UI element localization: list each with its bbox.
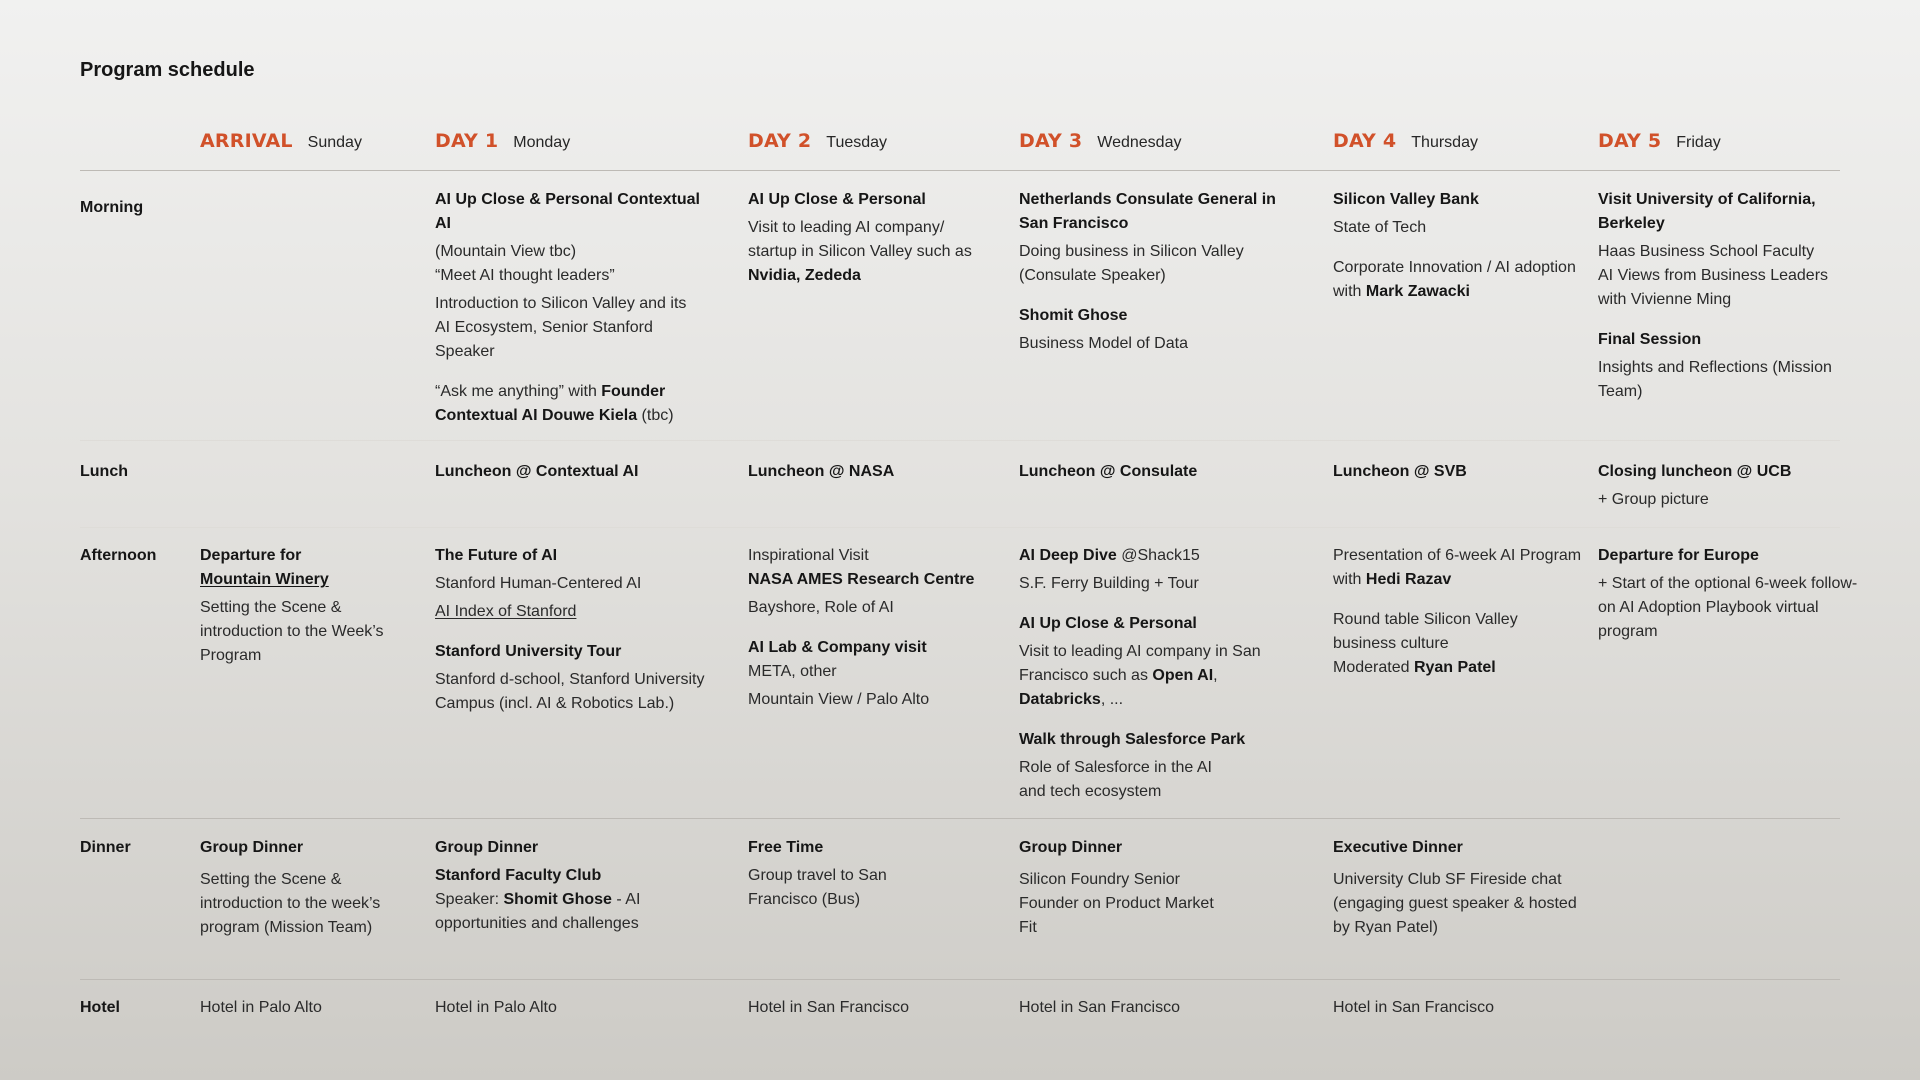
session-description: Haas Business School Faculty [1598, 243, 1815, 260]
day-label: DAY 5 [1598, 130, 1662, 152]
morning-divider [80, 440, 1840, 441]
lunch-day2-cell [748, 460, 988, 488]
day-weekday: Wednesday [1097, 134, 1182, 151]
lunch-title: Luncheon @ NASA [748, 463, 895, 480]
lunch-title: Luncheon @ SVB [1333, 463, 1467, 480]
dinner-day2-cell [748, 836, 988, 916]
session-title: Departure for Europe [1598, 547, 1759, 564]
dinner-title: Free Time [748, 839, 824, 856]
dinner-title: Executive Dinner [1333, 839, 1463, 856]
dinner-description: University Club SF Fireside chat (engaging guest speaker & hosted by Ryan Patel) [1333, 871, 1577, 936]
session-title: AI Up Close & Personal Contextual AI [435, 191, 700, 232]
hotel-day1-cell: Hotel in Palo Alto [435, 999, 557, 1016]
session-description: Visit to leading AI company in San Francisco such as [1019, 643, 1261, 684]
speaker-prefix: Speaker: [435, 891, 504, 908]
walk-title: Walk through Salesforce Park [1019, 731, 1246, 748]
lunch-day5-cell [1598, 460, 1860, 516]
day-header-day2 [748, 130, 887, 152]
row-label-afternoon: Afternoon [80, 547, 157, 564]
day-weekday: Friday [1676, 134, 1721, 151]
row-label-lunch: Lunch [80, 463, 128, 480]
lunch-divider [80, 527, 1840, 528]
presenter-name: Hedi Razav [1365, 571, 1452, 588]
final-session-title: Final Session [1598, 331, 1702, 348]
day-header-row [0, 130, 1920, 158]
afternoon-day4-cell [1333, 544, 1583, 684]
session-quote: “Meet AI thought leaders” [435, 267, 615, 284]
deep-dive-title: AI Deep Dive [1019, 547, 1117, 564]
session-title: The Future of AI [435, 547, 558, 564]
session-location: (Mountain View tbc) [435, 243, 577, 260]
afternoon-day5-cell [1598, 544, 1860, 648]
company-separator: , [1213, 667, 1218, 684]
day-weekday: Sunday [307, 134, 362, 151]
speaker-topic: - AI opportunities and challenges [435, 891, 641, 932]
moderator-name: Ryan Patel [1413, 659, 1496, 676]
company-openai: Open AI [1152, 667, 1214, 684]
day-label: ARRIVAL [200, 130, 293, 152]
day-label: DAY 3 [1019, 130, 1083, 152]
session-intro: Inspirational Visit [748, 547, 869, 564]
day-weekday: Thursday [1411, 134, 1478, 151]
dinner-title: Group Dinner [435, 839, 539, 856]
hotel-day4-cell: Hotel in San Francisco [1333, 999, 1494, 1016]
company-ellipsis: , ... [1100, 691, 1124, 708]
session-title: NASA AMES Research Centre [748, 571, 975, 588]
day-header-day3 [1019, 130, 1181, 152]
lunch-title: Luncheon @ Consulate [1019, 463, 1198, 480]
speaker-name: Shomit Ghose [1019, 307, 1128, 324]
dinner-venue: Stanford Faculty Club [435, 867, 602, 884]
session-title: Netherlands Consulate General in San Francisco [1019, 191, 1276, 232]
session-description-2: AI Views from Business Leaders with Vivienne Ming [1598, 267, 1829, 308]
row-label-dinner: Dinner [80, 839, 131, 856]
ama-speaker: Founder Contextual AI Douwe Kiela [435, 383, 666, 424]
session-title: AI Up Close & Personal [1019, 615, 1197, 632]
deep-dive-description: S.F. Ferry Building + Tour [1019, 575, 1199, 592]
dinner-title: Group Dinner [1019, 839, 1123, 856]
dinner-day4-cell [1333, 836, 1583, 944]
row-label-morning: Morning [80, 199, 144, 216]
afternoon-divider [80, 818, 1840, 819]
dinner-description: Silicon Foundry Senior Founder on Product Market Fit [1019, 871, 1214, 936]
presentation-description: Presentation of 6-week AI Program with [1333, 547, 1582, 588]
session-description: Visit to leading AI company/ startup in Silicon Valley such as [748, 219, 972, 260]
lunch-day3-cell [1019, 460, 1294, 488]
day-label: DAY 4 [1333, 130, 1397, 152]
hotel-day3-cell: Hotel in San Francisco [1019, 999, 1180, 1016]
company-databricks: Databricks [1019, 691, 1101, 708]
dinner-day3-cell [1019, 836, 1294, 944]
day-label: DAY 1 [435, 130, 499, 152]
deep-dive-venue: @Shack15 [1116, 547, 1200, 564]
lunch-note: + Group picture [1598, 491, 1709, 508]
afternoon-day3-cell [1019, 544, 1294, 808]
session-subtitle: State of Tech [1333, 219, 1427, 236]
ai-index-link[interactable]: AI Index of Stanford [435, 603, 577, 620]
session-description: + Start of the optional 6-week follow-on AI Adoption Playbook virtual program [1598, 575, 1858, 640]
session-description: Bayshore, Role of AI [748, 599, 894, 616]
morning-day2-cell [748, 188, 988, 292]
afternoon-arrival-cell [200, 544, 400, 672]
dinner-description: Setting the Scene & introduction to the week’s program (Mission Team) [200, 871, 381, 936]
session-title: AI Up Close & Personal [748, 191, 926, 208]
afternoon-day1-cell [435, 544, 705, 720]
day-header-arrival [200, 130, 362, 152]
ama-suffix: (tbc) [637, 407, 674, 424]
session-description: Setting the Scene & introduction to the Week’s Program [200, 599, 384, 664]
day-weekday: Monday [513, 134, 571, 151]
session-topic: Business Model of Data [1019, 335, 1188, 352]
session-description: Corporate Innovation / AI adoption with [1333, 259, 1576, 300]
morning-day3-cell [1019, 188, 1294, 360]
day-weekday: Tuesday [826, 134, 888, 151]
morning-day1-cell [435, 188, 705, 432]
session-description: Doing business in Silicon Valley (Consulate Speaker) [1019, 243, 1244, 284]
lunch-day1-cell [435, 460, 705, 488]
moderated-prefix: Moderated [1333, 659, 1414, 676]
day-header-day5 [1598, 130, 1721, 152]
session-title: Silicon Valley Bank [1333, 191, 1479, 208]
session-companies: Nvidia, Zededa [748, 267, 861, 284]
final-session-description: Insights and Reflections (Mission Team) [1598, 359, 1832, 400]
day-header-day1 [435, 130, 570, 152]
lab-visit-location: Mountain View / Palo Alto [748, 691, 930, 708]
round-table-description: Round table Silicon Valley business culture [1333, 611, 1518, 652]
tour-title: Stanford University Tour [435, 643, 622, 660]
dinner-divider [80, 979, 1840, 980]
hotel-arrival-cell: Hotel in Palo Alto [200, 999, 322, 1016]
day-label: DAY 2 [748, 130, 812, 152]
walk-description: Role of Salesforce in the AI and tech ecosystem [1019, 759, 1212, 800]
session-title: Departure for [200, 547, 302, 564]
ama-prefix: “Ask me anything” with [435, 383, 602, 400]
speaker-name: Shomit Ghose [503, 891, 612, 908]
dinner-description: Group travel to San Francisco (Bus) [748, 867, 887, 908]
dinner-title: Group Dinner [200, 839, 304, 856]
mountain-winery-link[interactable]: Mountain Winery [200, 571, 329, 588]
session-description: Stanford Human-Centered AI [435, 575, 642, 592]
session-description: Introduction to Silicon Valley and its AI Ecosystem, Senior Stanford Speaker [435, 295, 687, 360]
speaker-name: Mark Zawacki [1365, 283, 1470, 300]
tour-description: Stanford d-school, Stanford University Campus (incl. AI & Robotics Lab.) [435, 671, 705, 712]
row-label-hotel: Hotel [80, 999, 120, 1016]
session-title: Visit University of California, Berkeley [1598, 191, 1816, 232]
page-title: Program schedule [80, 59, 255, 81]
lunch-day4-cell [1333, 460, 1583, 488]
lunch-title: Closing luncheon @ UCB [1598, 463, 1792, 480]
lab-visit-description: META, other [748, 663, 837, 680]
header-divider [80, 170, 1840, 171]
morning-day5-cell [1598, 188, 1860, 408]
morning-day4-cell [1333, 188, 1583, 308]
afternoon-day2-cell [748, 544, 988, 716]
day-header-day4 [1333, 130, 1478, 152]
dinner-arrival-cell [200, 836, 400, 944]
lab-visit-title: AI Lab & Company visit [748, 639, 927, 656]
hotel-day2-cell: Hotel in San Francisco [748, 999, 909, 1016]
dinner-day1-cell [435, 836, 705, 940]
lunch-title: Luncheon @ Contextual AI [435, 463, 639, 480]
